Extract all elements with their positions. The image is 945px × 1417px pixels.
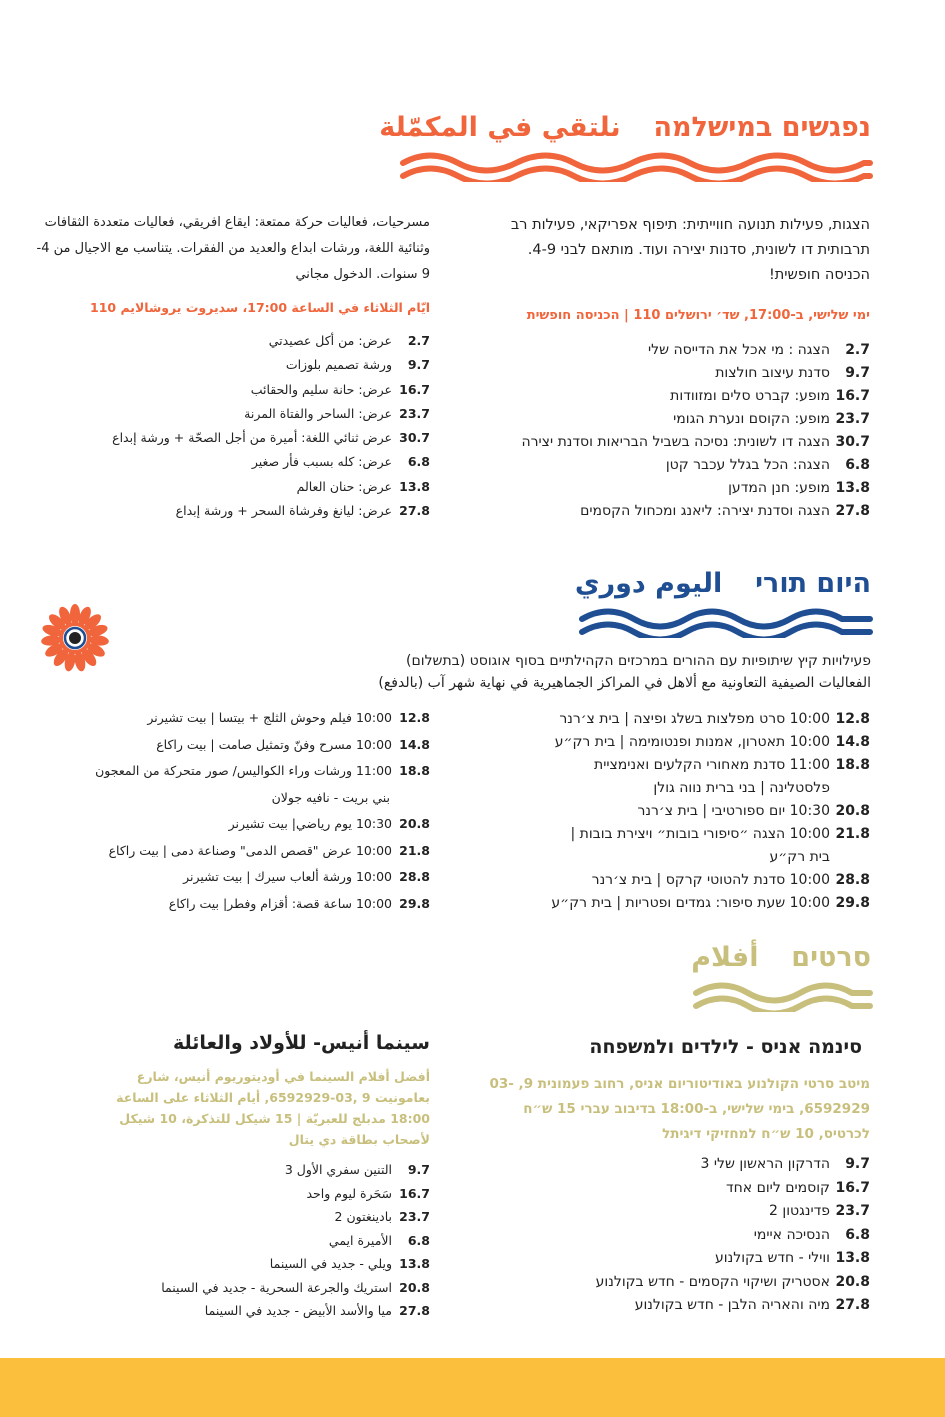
flower-icon	[40, 603, 110, 673]
list-item: 13.8 מופע: חנן המדען	[728, 480, 870, 496]
list-item: 13.8 ווילי - חדש בקולנוע	[715, 1250, 870, 1266]
cinema-heading-he: סינמה אניס - לילדים ולמשפחה	[589, 1036, 862, 1058]
list-item: 23.7 פדינגטון 2	[769, 1203, 870, 1219]
list-item: 18.8 11:00 סדנת מאחורי הקלעים ואנימציית	[594, 757, 870, 773]
list-item: 28.8 10:00 סדנת להטוטי קרקס | בית צ׳רנר	[591, 872, 870, 888]
list-item: 16.7 عرض: حانة سليم والحقائب	[250, 381, 430, 397]
list-item: 13.8 عرض: حنان العالم	[296, 478, 430, 494]
section-title-meeting	[379, 112, 871, 143]
list-item: 6.8 הנסיכה איימי	[753, 1226, 870, 1243]
list-item: 9.7 סדנת עיצוב חולצות	[715, 365, 870, 381]
hebrew-column-films	[480, 1036, 870, 1318]
title-arabic: اليوم دوري	[574, 568, 723, 599]
section-title-my-day	[575, 568, 871, 599]
list-item: 21.8 10:00 הצגה ״סיפורי בובות״ ויצירת בובות |	[570, 826, 870, 842]
list-item: 28.8 10:00 ورشة ألعاب سيرك | بيت تشيرنر	[183, 869, 430, 884]
list-item: 20.8 10:30 יום ספורטיבי | בית צ׳רנר	[637, 803, 870, 819]
films-list-he	[480, 1153, 870, 1318]
hebrew-column-meeting	[480, 213, 870, 523]
list-item: 2.7 عرض: من أكل عصيدتي	[268, 333, 430, 348]
list-item: 6.8 عرض: كله بسبب فأر صغير	[251, 454, 430, 470]
arabic-column-meeting	[30, 210, 430, 523]
list-item: 2.7 הצגה : מי אכל את הדייסה שלי	[648, 342, 870, 358]
list-item: 29.8 10:00 שעת סיפור: גמדים ופטריות | בית רק״ע	[551, 895, 870, 911]
cinema-info-he: מיטב סרטי הקולנוע באודיטוריום אניס, רחוב פעמונית 9, 03-6592929, בימי שלישי, ב-18:00 בדיבוב עברי 15 ש״ח לכרטיס, 10 ש״ח למחזיקי דיגיתל	[489, 1076, 870, 1142]
list-item: 21.8 10:00 عرض "قصص الدمى" وصناعة دمى | بيت راكاع	[108, 842, 430, 858]
my-day-events-ar	[30, 705, 430, 917]
list-item: 23.7 מופע: הקוסם ונערת הגומי	[673, 411, 870, 427]
section-title-films	[691, 942, 871, 973]
list-item: 23.7 عرض: الساحر والفتاة المرنة	[244, 405, 430, 421]
list-item: 16.7 سَحَرة ليوم واحد	[306, 1185, 430, 1201]
list-item: 9.7 التنين سفري الأول 3	[284, 1162, 430, 1177]
list-item: 27.8 عرض: ليانغ وفرشاة السحر + ورشة إبداع	[175, 503, 430, 519]
title-arabic: أفلام	[691, 942, 759, 973]
hebrew-column-my-day	[480, 708, 870, 915]
list-item-continued: בית רק״ע	[769, 849, 830, 865]
list-item: 27.8 מיה והאריה הלבן - חדש בקולנוע	[634, 1297, 870, 1313]
list-item: 23.7 بادينغتون 2	[334, 1209, 430, 1224]
olive-wave-divider	[692, 980, 875, 1012]
meeting-events-ar	[30, 329, 430, 523]
films-list-ar	[110, 1158, 430, 1323]
list-item: 29.8 10:00 ساعة قصة: أقزام وفطر| بيت راكاع	[168, 895, 430, 911]
intro-hebrew: פעילויות קיץ שיתופיות עם ההורים במרכזים הקהילתיים בסוף אוגוסט (בתשלום)	[406, 653, 871, 669]
my-day-events-he	[480, 708, 870, 915]
list-item-continued: פלסטלינה | בני ברית נווה גולן	[653, 780, 830, 796]
list-item: 9.7 ورشة تصميم بلوزات	[285, 357, 430, 373]
list-item: 6.8 الأميرة ايمي	[328, 1232, 430, 1248]
list-item: 9.7 הדרקון הראשון שלי 3	[700, 1156, 870, 1172]
cinema-heading-ar: سينما أنيس- للأولاد والعائلة	[172, 1032, 430, 1054]
meeting-schedule-ar: ايّام الثلاثاء في الساعة 17:00، سديروت يروشالايم 110	[90, 300, 430, 315]
arabic-column-films	[110, 1032, 430, 1323]
list-item: 18.8 11:00 ورشات وراء الكواليس/ صور متحركة من المعجون	[95, 763, 430, 778]
title-arabic: نلتقي في المكمّلة	[379, 112, 621, 143]
meeting-description-he: הצגות, פעילות תנועה חווייתית: תיפוף אפריקאי, פעילות רב תרבותית דו לשונית, סדנות יצירה ועוד. מותאם לבני 4-9. הכניסה חופשית!	[510, 217, 870, 283]
footer-color-bar	[0, 1358, 945, 1417]
meeting-schedule-he: ימי שלישי, ב-17:00, שד׳ ירושלים 110 | הכניסה חופשית	[526, 308, 870, 323]
my-day-intro	[311, 650, 871, 694]
list-item-continued: بني بريت - نافيه جولان	[271, 789, 390, 805]
list-item: 20.8 אסטריק ושיקוי הקסמים - חדש בקולנוע	[595, 1273, 870, 1290]
list-item: 6.8 הצגה: הכל בגלל עכבר קטן	[665, 457, 870, 473]
title-hebrew: נפגשים במישלמה	[653, 112, 871, 143]
list-item: 12.8 10:00 סרט מפלצות בשלג ופיצה | בית צ׳רנר	[559, 711, 870, 727]
list-item: 30.7 عرض ثنائي اللغة: أميرة من أجل الصحّة + ورشة إبداع	[112, 430, 430, 446]
arabic-column-my-day	[30, 705, 430, 917]
intro-arabic: الفعاليات الصيفية التعاونية مع ألاهل في المراكز الجماهيرية في نهاية شهر آب (بالدفع)	[378, 675, 871, 691]
blue-wave-divider	[578, 606, 875, 638]
list-item: 20.8 استريك والجرعة السحرية - جديد في السينما	[161, 1279, 430, 1295]
list-item: 27.8 ميا والأسد الأبيض - جديد في السينما	[204, 1303, 430, 1318]
title-hebrew: היום תורי	[755, 568, 871, 599]
list-item: 12.8 10:00 فيلم وحوش الثلج + بيتسا | بيت تشيرنر	[147, 710, 430, 725]
list-item: 13.8 ويلي - جديد في السينما	[269, 1256, 430, 1271]
list-item: 20.8 10:30 يوم رياضي| بيت تشيرنر	[228, 816, 430, 831]
cinema-info-ar: أفضل أفلام السينما في أوديتوريوم أنيس، شارع بعامونيت 9 ,03-6592929, أيام الثلاثاء على الساعة 18:00 مدبلج للعبريّة | 15 شيكل للتذكرة، 10 شيكل لأصحاب بطاقة دي يتال	[116, 1069, 430, 1147]
list-item: 16.7 קוסמים ליום אחד	[725, 1179, 870, 1196]
orange-wave-divider	[400, 150, 875, 182]
list-item: 14.8 10:00 مسرح وفنّ وتمثيل صامت | بيت راكاع	[156, 736, 430, 752]
meeting-description-ar: مسرحيات، فعاليات حركة ممتعة: ايقاع افريقي، فعاليات متعددة الثقافات وثنائية اللغة، ورشات ابداع والعديد من الفقرات. يتناسب مع الاجيال من 4-9 سنوات. الدخول مجاني	[36, 215, 430, 282]
title-hebrew: סרטים	[791, 942, 871, 973]
list-item: 16.7 מופע: קברט סלים ומזוודות	[670, 388, 870, 404]
list-item: 30.7 הצגה דו לשונית: נסיכה בשביל הבריאות וסדנת יצירה	[521, 434, 870, 450]
meeting-events-he	[480, 339, 870, 523]
list-item: 27.8 הצגה וסדנת יצירה: ליאנג ומכחול הקסמים	[580, 503, 870, 519]
list-item: 14.8 10:00 תאטרון, אמנות ופנטומימה | בית רק״ע	[554, 734, 870, 750]
